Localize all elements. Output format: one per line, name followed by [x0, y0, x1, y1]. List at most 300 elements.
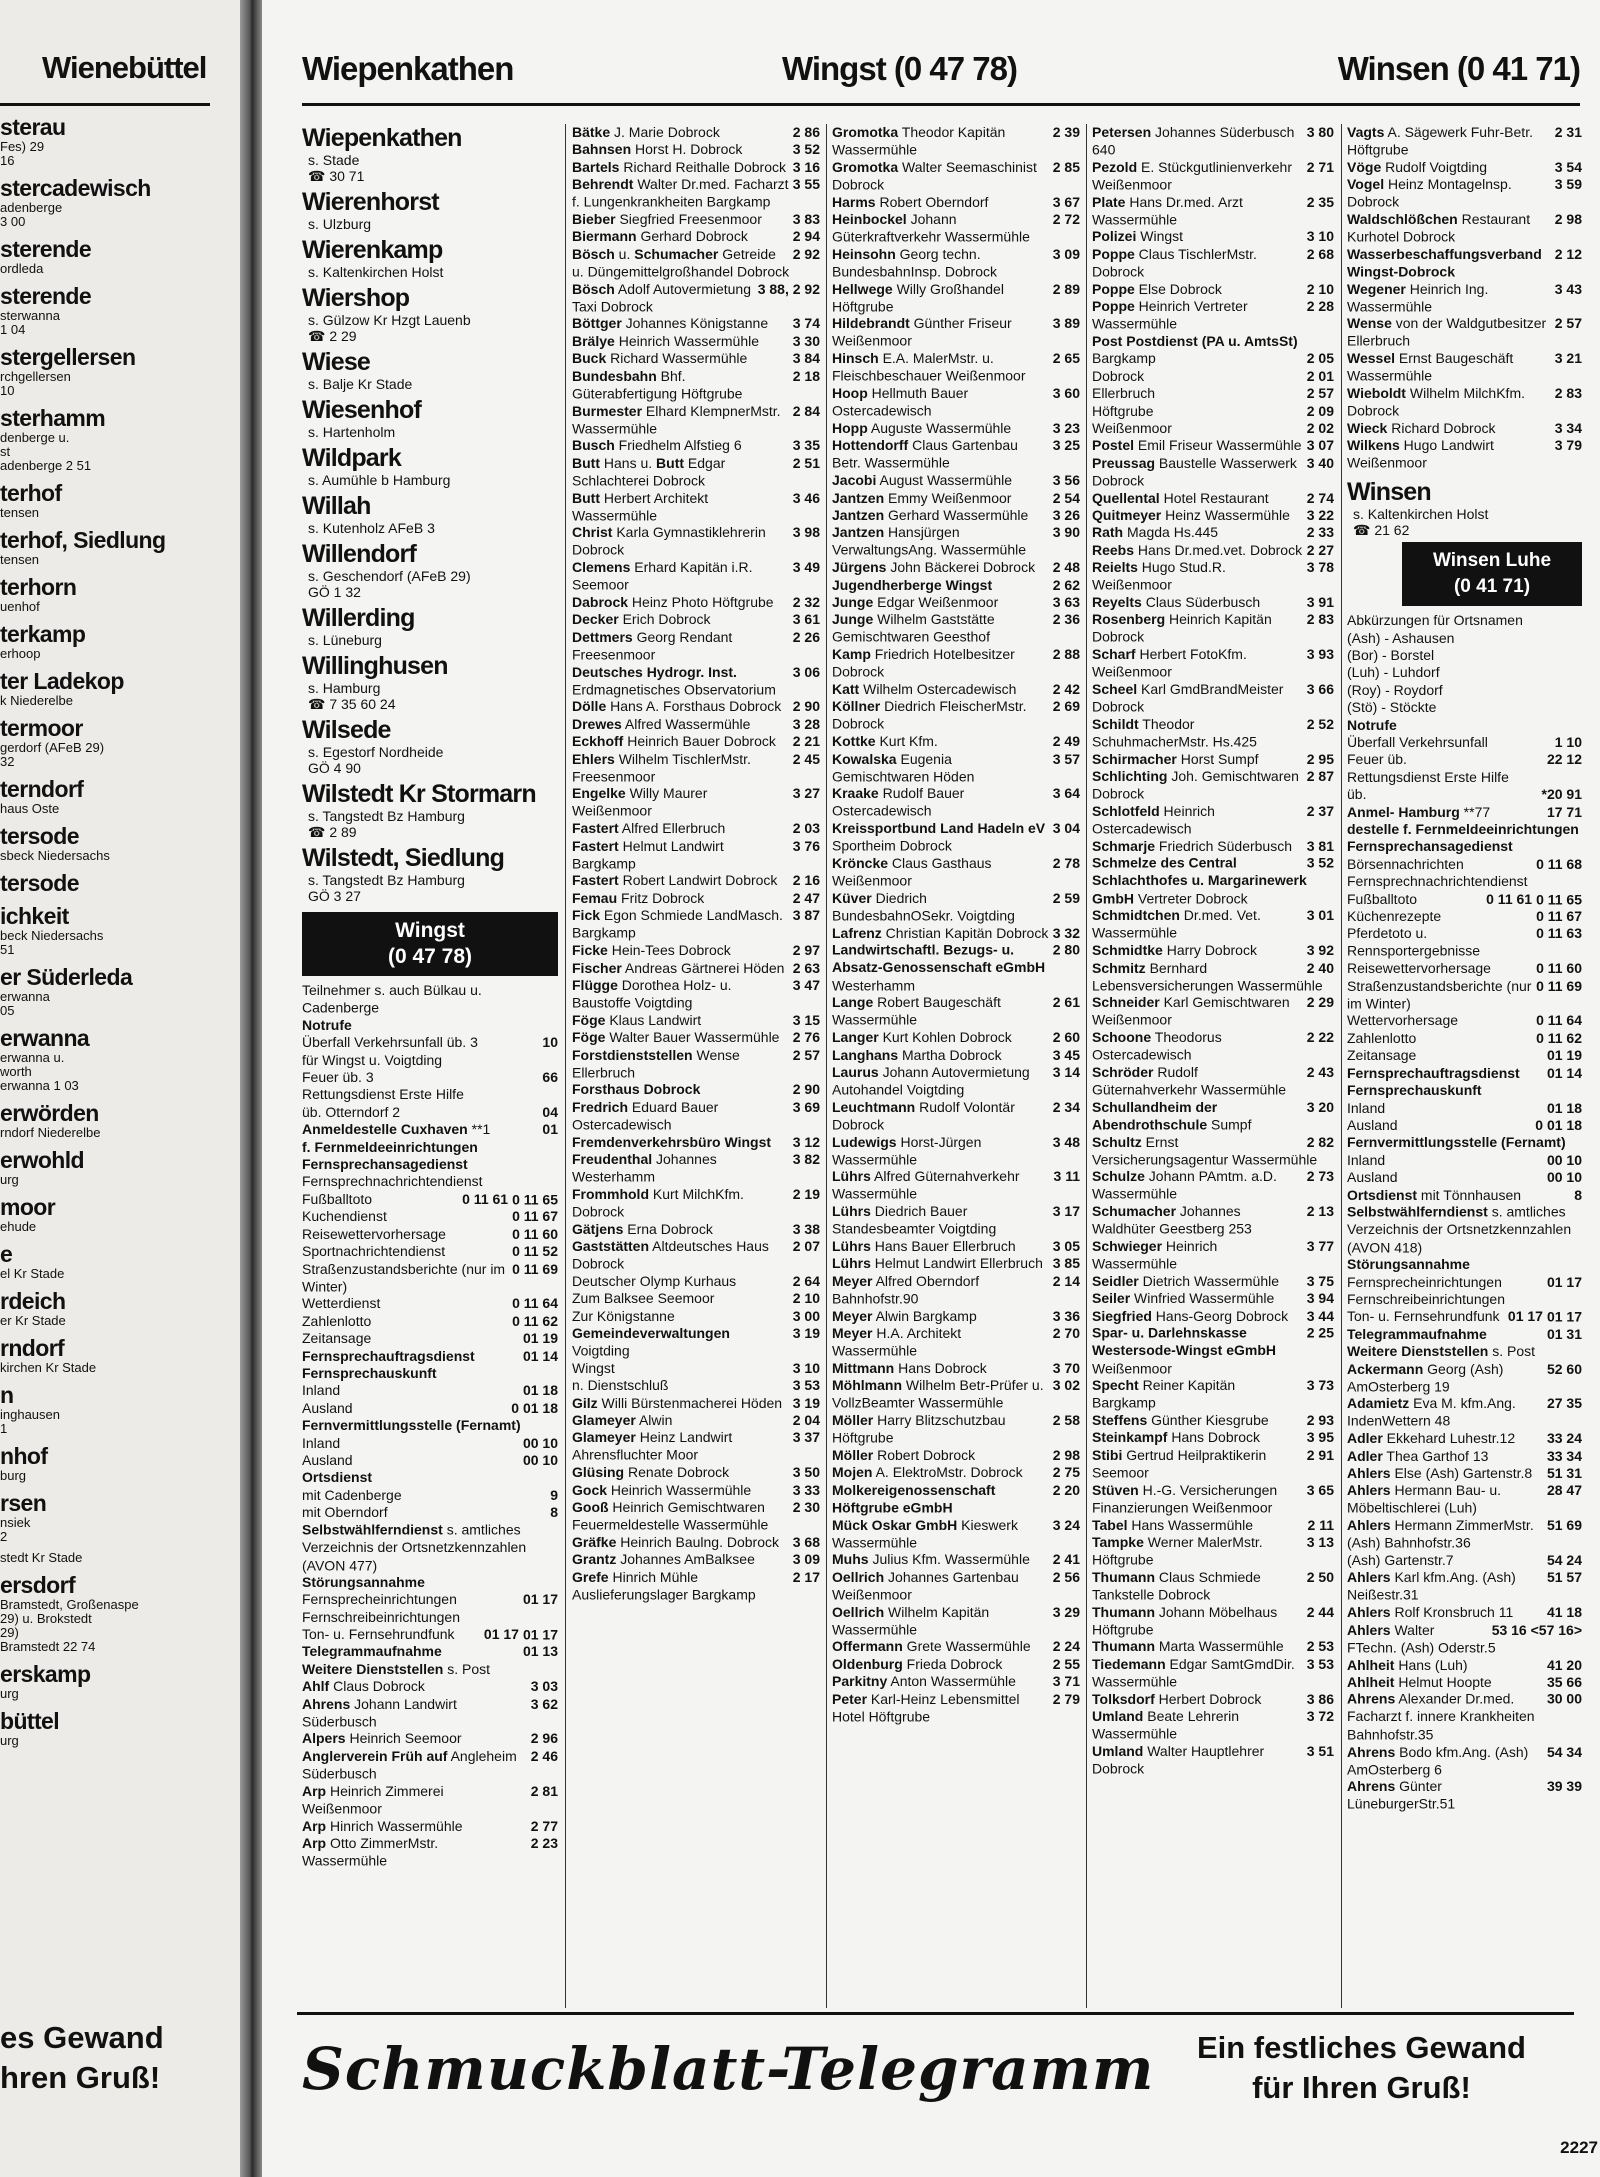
directory-entry: [572, 1482, 820, 1500]
entry-number: 3 45: [1052, 1046, 1080, 1063]
entry-name: Gromotka: [832, 158, 899, 175]
entry-name: Jantzen: [832, 489, 885, 506]
entry-name: Ahlers: [1347, 1516, 1391, 1534]
directory-entry: [1092, 524, 1334, 542]
directory-entry: [1092, 1655, 1334, 1691]
directory-entry: [302, 1069, 558, 1087]
directory-entry: [1347, 159, 1582, 177]
entry-number: 2 12: [1554, 245, 1582, 262]
entry-number: 2 95: [1306, 750, 1334, 767]
directory-entry: [302, 1034, 558, 1052]
directory-entry: [302, 1295, 558, 1313]
entry-number: 3 53: [1306, 1655, 1334, 1672]
directory-entry: [1092, 1029, 1334, 1065]
entry-name: Butt: [572, 454, 600, 471]
entry-number: 3 29: [1052, 1603, 1080, 1620]
entry-text: Fredrich Eduard Bauer Ostercadewisch: [572, 1098, 719, 1133]
entry-name: Ehlers: [572, 750, 615, 767]
entry-number: 3 48: [1052, 1133, 1080, 1150]
entry-text: Lührs Helmut Landwirt Ellerbruch: [832, 1255, 1043, 1272]
entry-text: Überfall Verkehrsunfall: [1347, 733, 1488, 751]
entry-name: Stüven: [1092, 1481, 1139, 1498]
previous-entry-name: nhof: [0, 1443, 48, 1469]
entry-name: Grantz: [572, 1551, 617, 1568]
entry-text: [302, 1017, 352, 1033]
directory-entry: [832, 385, 1080, 421]
place-detail: ☎ 30 71: [308, 168, 365, 184]
directory-entry: [1092, 350, 1334, 368]
entry-text: Jacobi August Wassermühle: [832, 471, 1013, 489]
entry-number: 3 36: [1052, 1307, 1080, 1324]
directory-entry: [1347, 1047, 1582, 1065]
place-detail: s. Egestorf Nordheide: [308, 744, 444, 760]
entry-text: Deutsches Hydrogr. Inst. Erdmagnetisches Observatorium: [572, 663, 776, 698]
entry-number: 3 57: [1052, 750, 1080, 767]
previous-entry-detail: tensen: [0, 505, 40, 520]
entry-number: 2 41: [1052, 1551, 1080, 1568]
entry-text: Ahlers Walter FTechn. (Ash) Oderstr.5: [1347, 1621, 1496, 1656]
entry-number: 01 17: [483, 1625, 519, 1643]
directory-entry: [832, 855, 1080, 891]
entry-number: 2 31: [1554, 124, 1582, 140]
entry-number: 41 18: [1546, 1604, 1582, 1621]
entry-name: Dölle: [572, 698, 607, 715]
entry-name: Gock: [572, 1481, 608, 1498]
directory-entry: [1347, 1343, 1582, 1361]
previous-page-entry: [0, 344, 230, 398]
directory-entry: [1347, 1099, 1582, 1117]
entry-number: 3 72: [1306, 1707, 1334, 1724]
entry-text: Gätjens Erna Dobrock: [572, 1220, 713, 1237]
entry-name: Schmitz: [1092, 959, 1146, 976]
entry-number: 3 73: [1306, 1376, 1334, 1394]
entry-text: Rettungsdienst Erste Hilfe: [302, 1086, 464, 1103]
directory-entry: [832, 559, 1080, 577]
directory-entry: [302, 1521, 558, 1574]
entry-number: 2 80: [1052, 941, 1080, 958]
previous-entry-detail: haus Oste: [0, 801, 60, 816]
entry-number: 3 63: [1052, 593, 1080, 611]
entry-text: Straßenzustandsberichte (nur im Winter): [302, 1260, 506, 1295]
entry-name: Dabrock: [572, 593, 629, 611]
place-name: Winsen: [1347, 478, 1431, 507]
entry-name: Schumacher: [634, 245, 719, 262]
entry-text: Freudenthal Johannes Westerhamm: [572, 1150, 717, 1185]
previous-entry-name: ersdorf: [0, 1572, 76, 1598]
entry-text: Seidler Dietrich Wassermühle: [1092, 1272, 1279, 1289]
ad-rule: [297, 2012, 1574, 2015]
directory-entry: [832, 1656, 1080, 1674]
directory-entry: [1092, 454, 1334, 490]
directory-entry: [1347, 873, 1582, 891]
entry-text: Ton- u. Fernsehrundfunk: [1347, 1308, 1500, 1325]
directory-entry: [572, 1151, 820, 1187]
directory-entry: [1092, 802, 1334, 838]
entry-number: 3 19: [792, 1394, 820, 1411]
entry-number: 2 26: [792, 628, 820, 645]
entry-number: 2 24: [1052, 1638, 1080, 1655]
entry-text: Tolksdorf Herbert Dobrock: [1092, 1690, 1262, 1707]
previous-page-entry: [0, 1147, 230, 1187]
entry-name: Störungsannahme: [302, 1573, 425, 1590]
previous-entry-detail: erwanna 1 03: [0, 1078, 79, 1093]
entry-number: 00 10: [522, 1434, 558, 1451]
entry-text: Ausland: [302, 1451, 353, 1469]
entry-name: Schoone: [1092, 1028, 1152, 1046]
entry-text: Ahrens Günter LüneburgerStr.51: [1347, 1777, 1456, 1813]
entry-name: Specht: [1092, 1376, 1139, 1394]
entry-text: [1347, 1065, 1520, 1081]
directory-entry: [1347, 245, 1582, 281]
entry-name: Fernsprechauftragsdienst: [1347, 1064, 1520, 1081]
entry-text: Steffens Günther Kiesgrube: [1092, 1411, 1269, 1429]
directory-entry: [832, 211, 1080, 247]
entry-text: Gromotka Walter Seemaschinist Dobrock: [832, 158, 1037, 193]
directory-entry: [832, 1568, 1080, 1604]
entry-name: Vöge: [1347, 158, 1382, 175]
entry-number: 2 86: [792, 124, 820, 141]
entry-number: 01 19: [1546, 1047, 1582, 1064]
previous-page-entry: [0, 964, 230, 1018]
directory-entry: [302, 1417, 558, 1435]
entry-text: Kraake Rudolf Bauer Ostercadewisch: [832, 785, 965, 820]
entry-number: 3 91: [1306, 593, 1334, 611]
entry-text: Junge Wilhelm Gaststätte Gemischtwaren Geesthof: [832, 611, 995, 646]
entry-number: 3 82: [792, 1150, 820, 1167]
entry-name: Rath: [1092, 524, 1124, 541]
directory-entry: [572, 1394, 820, 1412]
entry-number: 2 64: [792, 1272, 820, 1289]
place-phone: ☎ 21 62: [1353, 522, 1410, 539]
entry-text: Ahlheit Helmut Hoopte: [1347, 1673, 1492, 1691]
wingst-block-code: (0 47 78): [387, 945, 473, 968]
entry-text: Pezold E. Stückgutlinienverkehr Weißenmoor: [1092, 158, 1292, 193]
column-divider: [826, 124, 827, 2008]
previous-entry-detail: 51: [0, 942, 15, 957]
entry-text: [832, 1481, 995, 1515]
entry-text: Mittmann Hans Dobrock: [832, 1359, 987, 1376]
directory-entry: [572, 698, 820, 716]
entry-text: Zeitansage: [1347, 1047, 1417, 1064]
entry-name: Polizei: [1092, 228, 1137, 245]
entry-number: 3 00: [792, 1307, 820, 1324]
directory-entry: [1092, 507, 1334, 525]
directory-entry: [302, 1591, 558, 1609]
entry-name: Gätjens: [572, 1220, 624, 1237]
entry-number: 3 83: [792, 210, 820, 228]
entry-text: Bahnsen Horst H. Dobrock: [572, 141, 743, 158]
previous-entry-detail: 32: [0, 754, 15, 769]
directory-entry: [1347, 1082, 1582, 1100]
previous-entry-detail: 29) u. Brokstedt: [0, 1611, 92, 1626]
directory-entry: [832, 472, 1080, 490]
entry-number: 2 50: [1306, 1568, 1334, 1585]
entry-text: Parkitny Anton Wassermühle: [832, 1672, 1016, 1690]
entry-name: Ortsdienst: [302, 1469, 373, 1486]
place-entry: [302, 444, 558, 488]
directory-entry: [1347, 1743, 1582, 1779]
previous-entry-detail: 1: [0, 1421, 8, 1436]
entry-number: 2 62: [1052, 576, 1080, 593]
entry-name: Fick: [572, 906, 601, 924]
entry-number: 3 20: [1306, 1098, 1334, 1115]
entry-name: Bieber: [572, 210, 616, 228]
entry-text: Langer Kurt Kohlen Dobrock: [832, 1028, 1012, 1046]
entry-text: Jürgens John Bäckerei Dobrock: [832, 558, 1036, 576]
entry-number: 00 10: [1546, 1151, 1582, 1168]
entry-text: Fick Egon Schmiede LandMasch. Bargkamp: [572, 906, 783, 942]
entry-number: 0 01 18: [1535, 1116, 1582, 1134]
entry-text: Mück Oskar GmbH Kieswerk Wassermühle: [832, 1516, 1018, 1551]
entry-text: Postel Emil Friseur Wassermühle: [1092, 437, 1302, 454]
directory-entry: [1092, 750, 1334, 768]
entry-number: 3 69: [792, 1098, 820, 1115]
entry-text: Wense von der Waldgutbesitzer Ellerbruch: [1347, 315, 1547, 350]
entry-text: Reyelts Claus Süderbusch: [1092, 593, 1261, 611]
place-name: Willerding: [302, 604, 415, 632]
entry-name: Wieck: [1347, 419, 1388, 437]
entry-text: Wegener Heinrich Ing. Wassermühle: [1347, 280, 1489, 315]
entry-text: Spar- u. Darlehnskasse Westersode-Wingst eGmbH Weißenmoor: [1092, 1324, 1276, 1377]
entry-text: Alpers Heinrich Seemoor: [302, 1730, 462, 1747]
directory-entry: [1092, 489, 1334, 507]
directory-entry: [302, 1086, 558, 1104]
entry-name: Fremdenverkehrsbüro Wingst: [572, 1133, 772, 1150]
directory-entry: [832, 1255, 1080, 1273]
directory-entry: [832, 890, 1080, 926]
entry-number: 33 24: [1546, 1430, 1582, 1447]
directory-entry: [1347, 925, 1582, 961]
entry-number: 8: [1574, 1186, 1582, 1203]
previous-entry-detail: inghausen: [0, 1407, 60, 1422]
entry-number: 2 72: [1052, 210, 1080, 228]
entry-name: Bundesbahn: [572, 367, 657, 384]
entry-number: 3 04: [1052, 819, 1080, 837]
entry-text: Schullandheim der Abendrothschule Sumpf: [1092, 1098, 1252, 1133]
entry-number: 3 44: [1306, 1307, 1334, 1324]
entry-text: Oellrich Johannes Gartenbau Weißenmoor: [832, 1568, 1019, 1603]
previous-entry-detail: sterwanna: [0, 308, 60, 323]
directory-entry: [302, 1835, 558, 1871]
entry-text: Glameyer Alwin: [572, 1411, 673, 1429]
entry-number: 2 07: [792, 1237, 820, 1254]
entry-text: [302, 1574, 425, 1590]
entry-number: 2 69: [1052, 698, 1080, 715]
entry-text: Kröncke Claus Gasthaus Weißenmoor: [832, 854, 992, 889]
entry-text: Adamietz Eva M. kfm.Ang. IndenWettern 48: [1347, 1395, 1516, 1430]
directory-entry: [1347, 1778, 1582, 1814]
entry-name: Kröncke: [832, 854, 889, 872]
previous-page-entry: [0, 823, 230, 863]
entry-number: 3 06: [792, 663, 820, 680]
entry-text: Meyer Alfred Oberndorf Bahnhofstr.90: [832, 1272, 980, 1307]
entry-text: Zur Königstanne: [572, 1307, 675, 1324]
entry-name: Jantzen: [832, 523, 885, 541]
entry-number: 2 83: [1306, 611, 1334, 628]
directory-entry: [572, 594, 820, 612]
entry-name: Clemens: [572, 558, 631, 576]
entry-text: Katt Wilhelm Ostercadewisch: [832, 680, 1017, 698]
directory-entry: [572, 1273, 820, 1291]
entry-text: Feuer üb. 3: [302, 1068, 374, 1086]
winsen-block-code: (0 41 71): [1453, 576, 1531, 598]
entry-text: Bundesbahn Bhf. Güterabfertigung Höftgrube: [572, 367, 743, 402]
directory-entry: [572, 1325, 820, 1361]
entry-number: 2 55: [1052, 1655, 1080, 1672]
directory-entry: [572, 1499, 820, 1535]
directory-entry: [1347, 1152, 1582, 1170]
entry-number: 2 35: [1306, 193, 1334, 210]
directory-entry: [1092, 907, 1334, 943]
entry-name: Hinsch: [832, 349, 879, 367]
directory-entry: [1347, 1065, 1582, 1083]
entry-text: Drewes Alfred Wassermühle: [572, 715, 751, 732]
directory-entry: [302, 1121, 558, 1139]
previous-page-entry: [0, 1708, 230, 1748]
previous-entry-detail: k Niederelbe: [0, 693, 73, 708]
place-detail: GÖ 4 90: [308, 760, 361, 776]
directory-entry: [302, 1260, 558, 1296]
entry-text: Kuchendienst: [302, 1208, 387, 1225]
entry-text: (Bor) - Borstel: [1347, 646, 1435, 664]
entry-text: Oldenburg Frieda Dobrock: [832, 1655, 1003, 1672]
entry-number: 2 90: [792, 1081, 820, 1098]
directory-entry: [1347, 1308, 1582, 1326]
entry-text: mit Cadenberge: [302, 1486, 402, 1503]
entry-text: Bösch Adolf Autovermietung Taxi Dobrock: [572, 280, 751, 315]
entry-number: 2 39: [1052, 124, 1080, 140]
directory-entry: [1092, 1690, 1334, 1708]
entry-name: Busch: [572, 437, 615, 454]
directory-entry: [1347, 664, 1582, 682]
directory-entry: [1092, 942, 1334, 960]
entry-text: Heinbockel Johann Güterkraftverkehr Wassermühle: [832, 210, 1030, 245]
entry-text: [1347, 1256, 1470, 1272]
entry-number: 3 70: [1052, 1359, 1080, 1376]
directory-entry: [1092, 1325, 1334, 1378]
directory-entry: [832, 1412, 1080, 1448]
entry-text: Inland: [302, 1434, 341, 1451]
entry-number: 01 17: [1507, 1308, 1543, 1325]
entry-name: Poppe: [1092, 245, 1135, 262]
directory-entry: [1092, 1168, 1334, 1204]
header-rule: [302, 103, 1580, 106]
entry-number: 2 93: [1306, 1411, 1334, 1429]
previous-page-entry: [0, 175, 230, 229]
directory-entry: [1092, 245, 1334, 281]
entry-number: 3 03: [530, 1678, 558, 1695]
entry-text: Siegfried Hans-Georg Dobrock: [1092, 1307, 1289, 1324]
previous-page-entry: [0, 574, 230, 614]
entry-number: 2 96: [530, 1730, 558, 1747]
entry-text: [302, 1365, 437, 1381]
directory-entry: [832, 489, 1080, 507]
previous-entry-name: sterende: [0, 283, 92, 309]
entry-number: 3 16: [792, 158, 820, 175]
directory-entry: [1347, 716, 1582, 734]
directory-entry: [1092, 1568, 1334, 1604]
previous-entry-name: er Süderleda: [0, 964, 133, 990]
entry-text: [1347, 245, 1542, 279]
place-detail: s. Kutenholz AFeB 3: [308, 520, 435, 536]
entry-name: Adler: [1347, 1430, 1383, 1447]
winsen-place: [1347, 478, 1582, 538]
directory-entry: [832, 1064, 1080, 1100]
entry-name: Ahrens: [1347, 1777, 1396, 1795]
entry-number: 3 27: [792, 785, 820, 802]
directory-entry: [572, 1046, 820, 1082]
directory-entry: [1347, 211, 1582, 247]
entry-number: 3 21: [1554, 349, 1582, 367]
entry-text: Deutscher Olymp Kurhaus: [572, 1272, 737, 1289]
entry-name: Oldenburg: [832, 1655, 903, 1672]
entry-number: 01 17: [1546, 1273, 1582, 1290]
previous-entry-name: tersode: [0, 870, 79, 896]
entry-name: Heinbockel: [832, 210, 907, 228]
entry-name: Schmidtchen: [1092, 906, 1180, 924]
directory-entry: [572, 280, 820, 316]
entry-number: 3 15: [792, 1011, 820, 1028]
directory-entry: [302, 1487, 558, 1505]
entry-name: Eckhoff: [572, 733, 624, 750]
directory-entry: [1347, 682, 1582, 700]
previous-entry-detail: gerdorf (AFeB 29): [0, 740, 105, 755]
entry-name: Fastert: [572, 837, 619, 854]
entry-text: (Stö) - Stöckte: [1347, 698, 1437, 716]
winsen-entries: [1347, 612, 1582, 1813]
entry-number: 3 12: [792, 1133, 820, 1150]
directory-entry: [832, 1360, 1080, 1378]
column-1: [302, 124, 558, 2008]
entry-name: Wilkens: [1347, 436, 1400, 454]
entry-number: 2 65: [1052, 349, 1080, 367]
entry-name: Steinkampf: [1092, 1429, 1168, 1446]
entry-text: Grefe Hinrich Mühle Auslieferungslager Bargkamp: [572, 1568, 756, 1603]
place-name: Willah: [302, 492, 371, 520]
wingst-entries-end: [1347, 124, 1582, 472]
entry-number: 2 42: [1052, 680, 1080, 698]
entry-number: 3 30: [792, 332, 820, 350]
directory-entry: [302, 1347, 558, 1365]
entry-name: Fernsprechansagedienst: [1347, 838, 1513, 855]
directory-entry: [1092, 228, 1334, 246]
entry-text: Gräfke Heinrich Baulng. Dobrock: [572, 1533, 779, 1551]
place-name: Willinghusen: [302, 652, 448, 680]
directory-entry: [572, 716, 820, 734]
entry-number: 3 75: [1306, 1272, 1334, 1289]
entry-number: 0 11 61: [462, 1190, 509, 1208]
directory-entry: [832, 1377, 1080, 1413]
place-entry: [302, 348, 558, 392]
directory-entry: [302, 1365, 558, 1383]
directory-entry: [832, 350, 1080, 386]
entry-text: Gemeindeverwaltungen Voigtding: [572, 1324, 730, 1359]
entry-text: Fernsprechnachrichtendienst: [1347, 873, 1528, 890]
entry-text: Ahlers Hermann ZimmerMstr. (Ash) Bahnhofstr.36: [1347, 1516, 1534, 1551]
place-name: Wilsede: [302, 716, 391, 744]
entry-name: Poppe: [1092, 280, 1135, 297]
entry-number: 2 92: [792, 245, 820, 262]
entry-number: 2 63: [792, 959, 820, 976]
entry-number: 54 24: [1546, 1551, 1582, 1569]
entry-number: 3 01: [1306, 906, 1334, 924]
entry-number: 2 10: [792, 1290, 820, 1307]
entry-name: Schmidtke: [1092, 941, 1163, 959]
entry-number: 3 49: [792, 558, 820, 576]
directory-entry: [832, 594, 1080, 612]
entry-name: Steffens: [1092, 1411, 1148, 1429]
entry-text: Ahlers Rolf Kronsbruch 11: [1347, 1604, 1514, 1621]
